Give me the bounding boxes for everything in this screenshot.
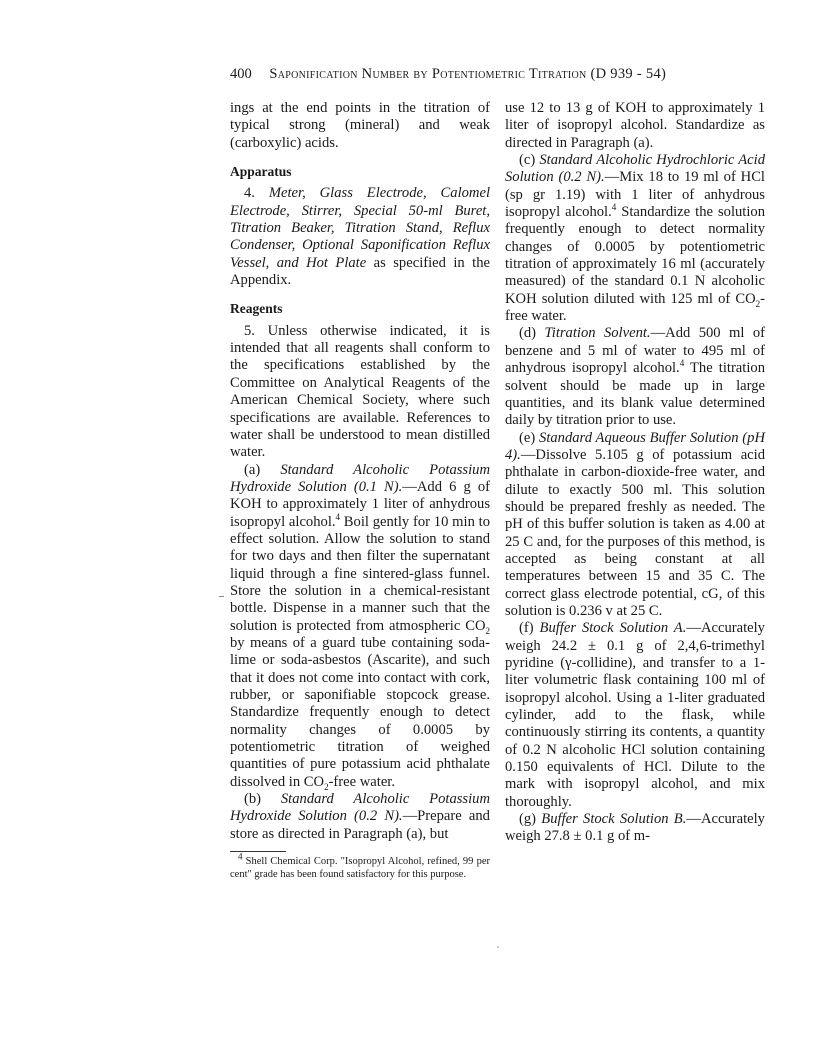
paragraph-5: 5. Unless otherwise indicated, it is intended that all reagents shall conform to the specifications established by the Committee on Analytical Reagents of the American Chemical Society, where such specifications are available. References to water shall be understood to mean distilled water. <box>230 322 490 461</box>
paragraph-b <box>230 791 490 843</box>
paragraph-e <box>505 430 765 621</box>
paragraph-label: (d) <box>519 325 537 342</box>
paragraph-g <box>505 811 765 846</box>
scan-speck <box>497 946 499 948</box>
continued-paragraph: use 12 to 13 g of KOH to approximately 1 liter of isopropyl alcohol. Standardize as directed in Paragraph (a). <box>505 100 765 151</box>
paragraph-title: Standard Alcoholic Potassium Hydroxide Solution (0.2 N). <box>230 791 490 825</box>
paragraph-text: -free water. <box>328 773 395 790</box>
paragraph-title: Buffer Stock Solution B. <box>541 811 687 828</box>
subscript: 2 <box>324 781 329 792</box>
paragraph-title: Buffer Stock Solution A. <box>539 620 687 637</box>
paragraph-title: Standard Alcoholic Hydrochloric Acid Solution (0.2 N). <box>505 152 765 186</box>
paragraph-label: (g) <box>519 811 537 828</box>
footnote-text: Shell Chemical Corp. "Isopropyl Alcohol, refined, 99 per cent" grade has been found satisfactory for this purpose. <box>230 856 490 880</box>
paragraph-text: as specified in the Appendix. <box>230 254 490 289</box>
subscript: 2 <box>485 625 490 636</box>
paragraph-4 <box>230 185 490 289</box>
paragraph-number: 4. <box>244 185 269 202</box>
paragraph-label: (b) <box>244 791 262 808</box>
paragraph-f <box>505 620 765 811</box>
right-column <box>505 100 765 846</box>
footnote-mark: 4 <box>238 851 243 862</box>
paragraph-label: (e) <box>519 429 536 446</box>
paragraph-text: —Accurately weigh 24.2 ± 0.1 g of 2,4,6-trimethyl pyridine (γ-collidine), and transfer to a 1-liter volumetric flask containing 100 ml of isopropyl alcohol. Using a 1-liter graduated cylinder, add to the flask, while continuously stirring its contents, a quantity of 0.2 N alcoholic HCl solution containing 0.150 equivalents of HCl. Dilute to the mark with isopropyl alcohol, and mix thoroughly. <box>505 620 765 810</box>
intro-paragraph: ings at the end points in the titration of typical strong (mineral) and weak (carboxylic) acids. <box>230 100 490 151</box>
margin-mark <box>219 596 224 597</box>
paragraph-label: (c) <box>519 152 536 169</box>
paragraph-c <box>505 152 765 325</box>
paragraph-text: —Prepare and store as directed in Paragraph (a), but <box>230 808 490 842</box>
running-title: Saponification Number by Potentiometric Titration (D 939 - 54) <box>269 66 667 82</box>
paragraph-text: by means of a guard tube containing soda-lime or soda-asbestos (Ascarite), and such that it does not come into contact with cork, rubber, or saponifiable stopcock grease. Standardize frequently enough to detect normality changes of 0.0005 by potentiometric titration of weighed quantities of pure potassium acid phthalate dissolved in CO <box>230 634 490 790</box>
footnote <box>230 851 490 881</box>
footnote-ref: 4 <box>335 511 341 522</box>
paragraph-d <box>505 325 765 429</box>
paragraph-text: —Dissolve 5.105 g of potassium acid phthalate in carbon-dioxide-free water, and dilute to exactly 500 ml. This solution should be prepared freshly as needed. The pH of this buffer solution is taken as 4.00 at 25 C and, for the purposes of this method, is accepted as being constant at all temperatures between 15 and 35 C. The correct glass electrode potential, cG, of this solution is 0.236 v at 25 C. <box>505 446 765 619</box>
left-column <box>230 100 490 881</box>
paragraph-text: -free water. <box>505 290 765 325</box>
paragraph-title: Titration Solvent. <box>544 325 651 342</box>
paragraph-text: Standardize the solution frequently enough to detect normality changes of 0.0005 by potentiometric titration of approximately 16 ml (accurately measured) of the standard 0.1 N alcoholic KOH solution diluted with 125 ml of CO <box>505 204 765 307</box>
paragraph-text: —Mix 18 to 19 ml of HCl (sp gr 1.19) with 1 liter of anhydrous isopropyl alcohol. <box>505 169 765 221</box>
paragraph-text: —Accurately weigh 27.8 ± 0.1 g of m- <box>505 811 765 845</box>
paragraph-label: (f) <box>519 620 534 637</box>
paragraph-text: —Add 500 ml of benzene and 5 ml of water to 495 ml of anhydrous isopropyl alcohol. <box>505 325 765 377</box>
paragraph-text: —Add 6 g of KOH to approximately 1 liter of anhydrous isopropyl alcohol. <box>230 478 490 530</box>
footnote-ref: 4 <box>679 358 685 369</box>
paragraph-label: (a) <box>244 461 261 478</box>
paragraph-title: Standard Aqueous Buffer Solution (pH 4). <box>505 429 765 463</box>
paragraph-title: Standard Alcoholic Potassium Hydroxide Solution (0.1 N). <box>230 461 490 495</box>
paragraph-text: Boil gently for 10 min to effect solution. Allow the solution to stand for two days and then filter the supernatant liquid through a fine sintered-glass funnel. Store the solution in a chemical-resistant bottle. Dispense in a manner such that the solution is protected from atmospheric CO <box>230 513 490 634</box>
page-number: 400 <box>230 66 252 82</box>
section-heading-reagents: Reagents <box>230 301 283 317</box>
apparatus-list: Meter, Glass Electrode, Calomel Electrode, Stirrer, Special 50-ml Buret, Titration Beaker, Titration Stand, Reflux Condenser, Optional Saponification Reflux Vessel, and Hot Plate <box>230 185 491 271</box>
footnote-ref: 4 <box>611 202 617 213</box>
section-heading-apparatus: Apparatus <box>230 164 292 180</box>
page-header <box>230 66 750 83</box>
subscript: 2 <box>755 298 761 309</box>
paragraph-a <box>230 462 490 792</box>
paragraph-text: The titration solvent should be made up in large quantities, and its blank value determined daily by titration prior to use. <box>505 360 765 429</box>
